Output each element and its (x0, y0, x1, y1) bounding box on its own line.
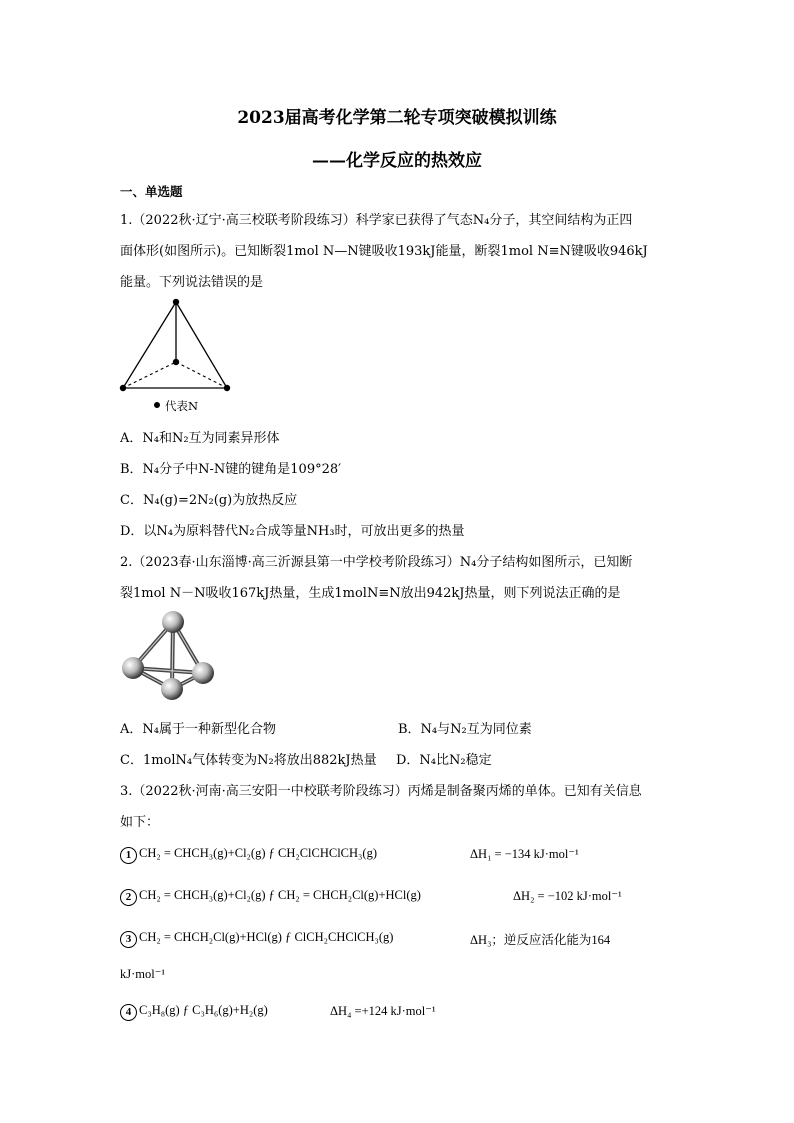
q1-stem-line3: 能量。下列说法错误的是 (120, 275, 264, 290)
q1-stem-line1: 1.（2022秋·辽宁·高三校联考阶段练习）科学家已获得了气态N₄分子，其空间结构为正四 (120, 213, 633, 228)
q1-figure-legend: 代表N (165, 399, 199, 413)
q3-delta-h-2: ΔH₂ = −102 kJ·mol⁻¹ (513, 889, 622, 903)
document-subtitle: ——化学反应的热效应 (312, 151, 482, 171)
q2-option-d: D．N₄比N₂稳定 (396, 753, 492, 768)
q3-delta-h-3: ΔH₃；逆反应活化能为164 (470, 933, 611, 947)
circled-number-2: 2 (120, 889, 137, 906)
equation-3-text: CH₂ = CHCH₂Cl(g)+HCl(g) ƒ ClCH₂CHClCH₃(g) (139, 930, 394, 944)
circled-number-4: 4 (120, 1004, 137, 1021)
q3-equation-2 (120, 888, 421, 906)
legend-dot-icon (154, 402, 160, 408)
q3-delta-h-1: ΔH₁ = −134 kJ·mol⁻¹ (470, 847, 579, 861)
q3-equation-4 (120, 1003, 268, 1021)
circled-number-3: 3 (120, 931, 137, 948)
document-title: 2023届高考化学第二轮专项突破模拟训练 (237, 108, 557, 128)
q1-option-d: D．以N₄为原料替代N₂合成等量NH₃时，可放出更多的热量 (120, 524, 465, 539)
q3-equation-3 (120, 930, 393, 948)
q2-stem-line1: 2.（2023春·山东淄博·高三沂源县第一中学校考阶段练习）N₄分子结构如图所示，已知断 (120, 555, 633, 570)
equation-4-text: C₃H₈(g) ƒ C₃H₆(g)+H₂(g) (139, 1003, 268, 1017)
q1-stem-line2: 面体形(如图所示)。已知断裂1mol N—N键吸收193kJ能量，断裂1mol N≡N键吸收946kJ (120, 244, 648, 259)
q1-option-c: C．N₄(g)=2N₂(g)为放热反应 (120, 493, 298, 508)
q3-equation-3-continued: kJ·mol⁻¹ (120, 967, 166, 981)
q2-ball-stick-figure (115, 606, 225, 706)
section-heading: 一、单选题 (120, 184, 183, 199)
q3-stem-line2: 如下： (120, 815, 160, 830)
q1-option-a: A．N₄和N₂互为同素异形体 (120, 431, 280, 446)
q2-option-a: A．N₄属于一种新型化合物 (120, 722, 276, 737)
q2-stem-line2: 裂1mol N－N吸收167kJ热量，生成1molN≡N放出942kJ热量，则下列说法正确的是 (120, 586, 621, 601)
q1-option-b: B．N₄分子中N-N键的键角是109°28′ (120, 462, 342, 477)
q2-option-c: C．1molN₄气体转变为N₂将放出882kJ热量 (120, 753, 377, 768)
circled-number-1: 1 (120, 847, 137, 864)
equation-2-text: CH₂ = CHCH₃(g)+Cl₂(g) ƒ CH₂ = CHCH₂Cl(g)+HCl(g) (139, 888, 421, 902)
q3-equation-1 (120, 846, 377, 864)
q3-stem-line1: 3.（2022秋·河南·高三安阳一中校联考阶段练习）丙烯是制备聚丙烯的单体。已知有关信息 (120, 784, 642, 799)
equation-1-text: CH₂ = CHCH₃(g)+Cl₂(g) ƒ CH₂ClCHClCH₃(g) (139, 846, 377, 860)
q3-delta-h-4: ΔH₄ =+124 kJ·mol⁻¹ (330, 1004, 436, 1018)
q2-option-b: B．N₄与N₂互为同位素 (398, 722, 532, 737)
